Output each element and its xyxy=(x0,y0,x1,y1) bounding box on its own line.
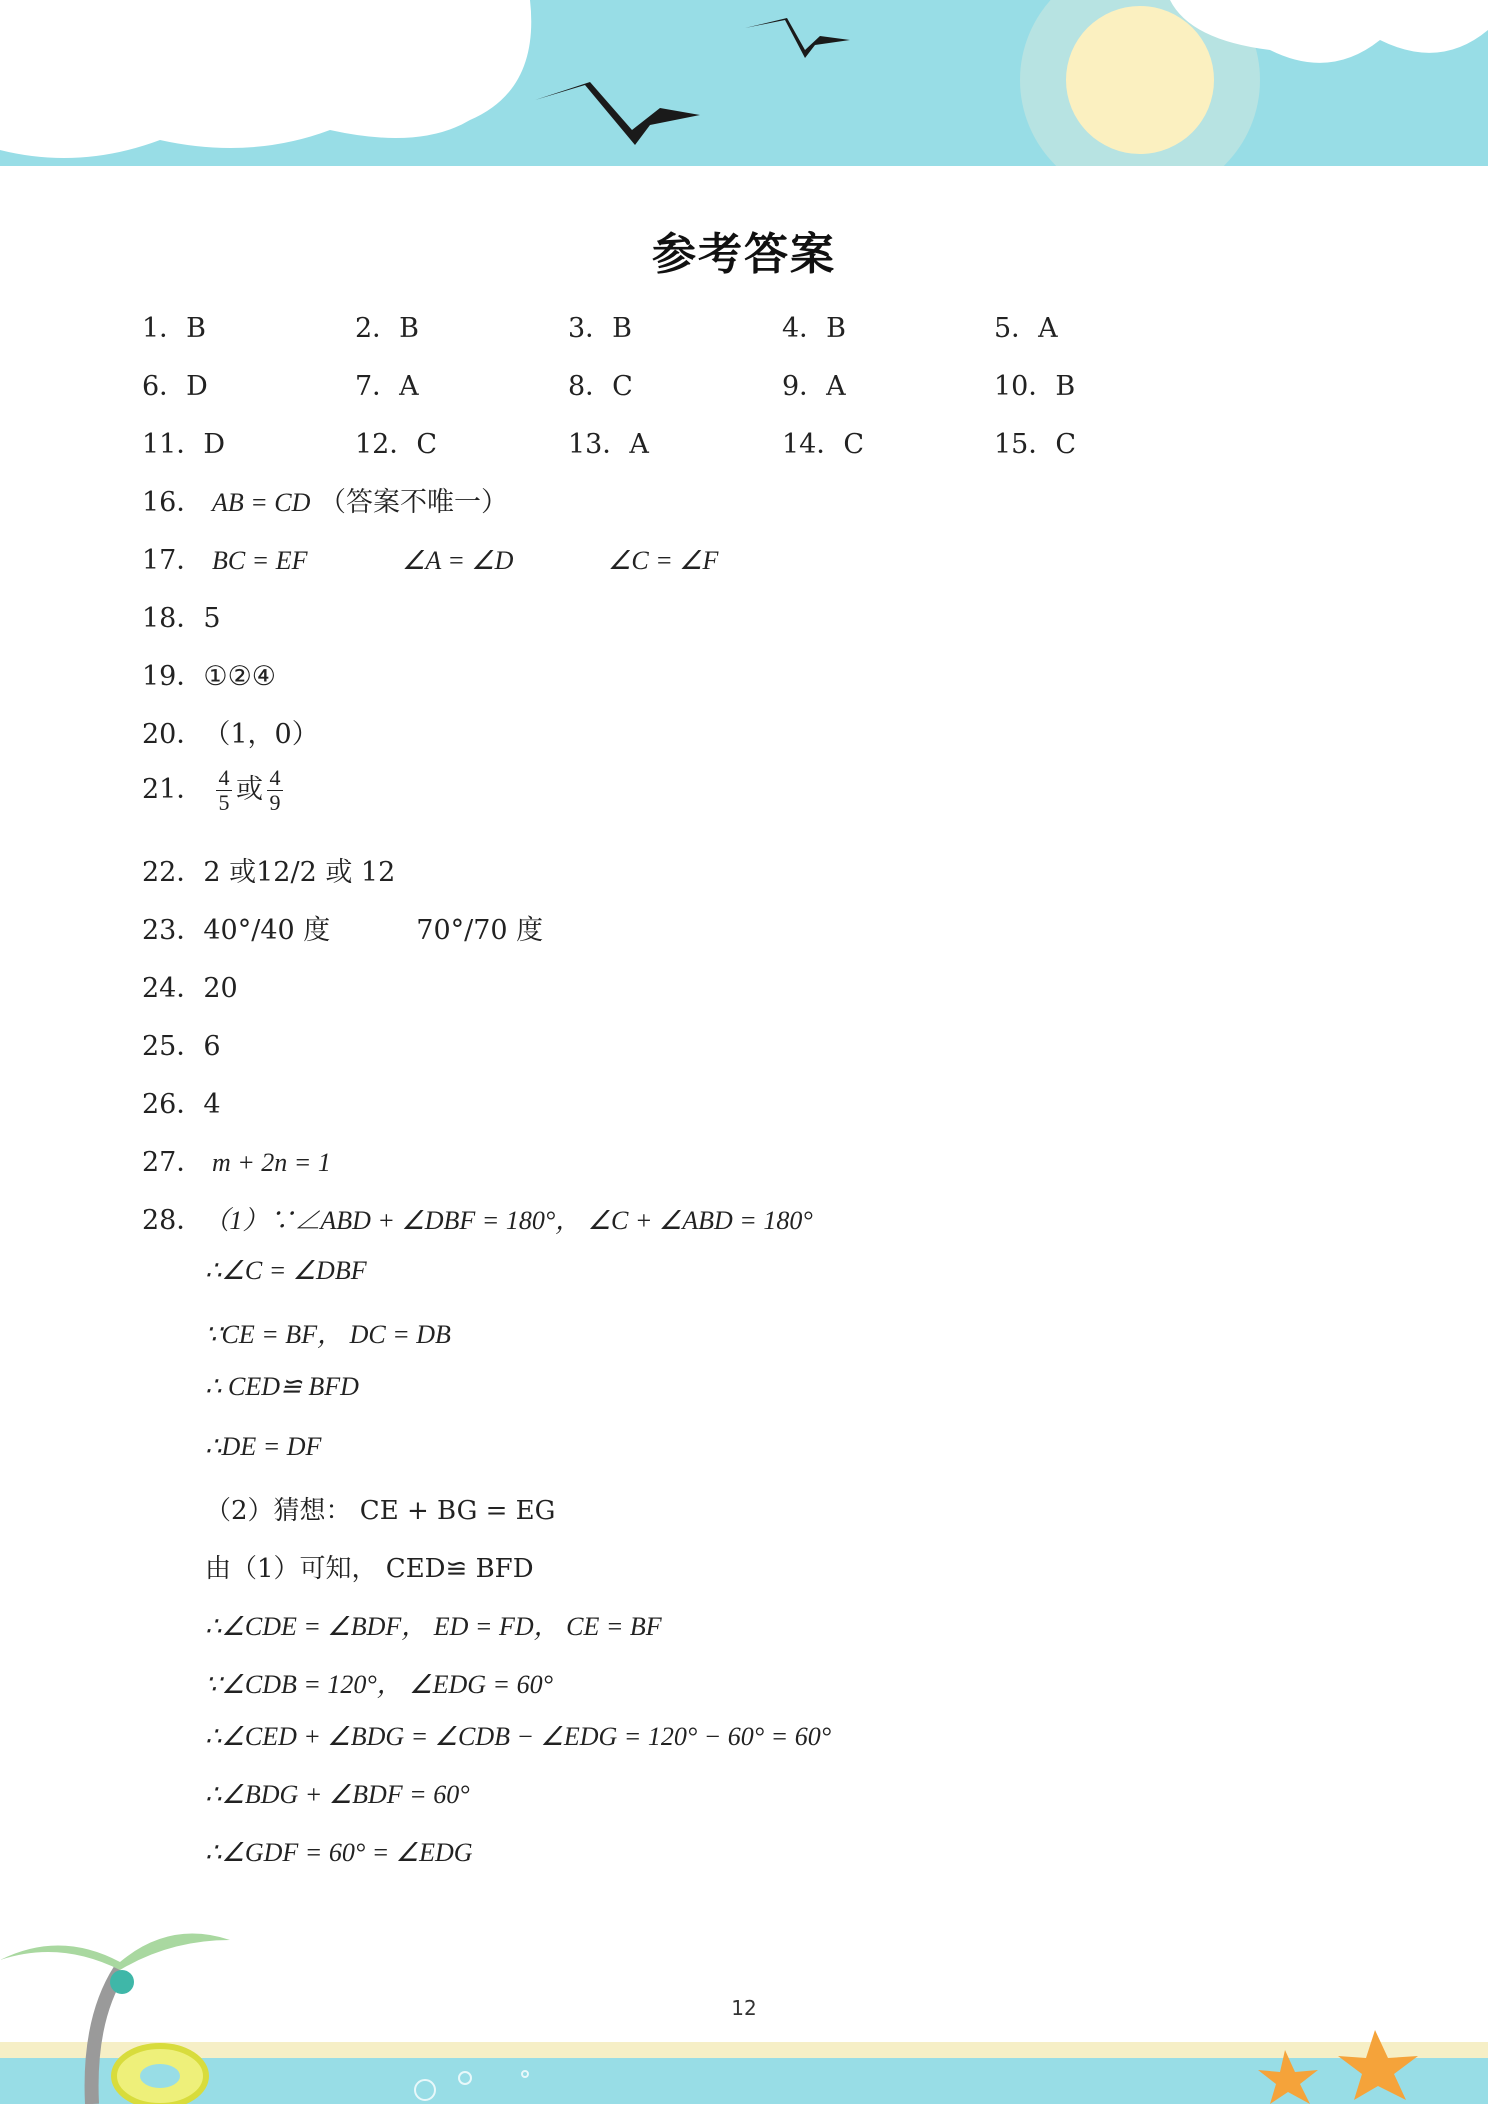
mc-answer: 6．D xyxy=(142,371,208,402)
mc-answer: 1．B xyxy=(142,313,207,344)
footer-beach-illustration xyxy=(0,1900,1488,2104)
question-number: 22． xyxy=(142,857,204,888)
mc-answer: 2．B xyxy=(355,313,420,344)
question-number: 28． xyxy=(142,1205,204,1236)
solution-line: 由（1）可知， CED≌ BFD xyxy=(205,1554,534,1584)
page-number: 12 xyxy=(731,1996,757,2020)
mc-answer: 5．A xyxy=(994,313,1058,344)
answer-text: （1，0） xyxy=(203,719,319,750)
answer-text: 6 xyxy=(203,1031,221,1062)
question-number: 19． xyxy=(142,661,204,692)
solution-line: （2）猜想： CE + BG = EG xyxy=(205,1496,556,1526)
sand-strip xyxy=(0,2042,1488,2058)
question-number: 27． xyxy=(142,1147,204,1178)
answer-math: m + 2n = 1 xyxy=(211,1148,331,1177)
answer-text: 4 xyxy=(203,1089,221,1120)
coconut-icon xyxy=(110,1970,134,1994)
solution-line: ∴∠BDG + ∠BDF = 60° xyxy=(205,1780,470,1809)
answer-27 xyxy=(142,1140,331,1179)
fraction xyxy=(216,766,232,815)
denominator: 5 xyxy=(218,790,230,815)
answer-text: 70°/70 度 xyxy=(416,915,544,946)
mc-answer: 3．B xyxy=(568,313,633,344)
answer-math: ∠C = ∠F xyxy=(608,546,719,575)
answer-25 xyxy=(142,1024,221,1063)
answer-19 xyxy=(142,654,276,693)
answer-note: （答案不唯一） xyxy=(318,487,508,518)
numerator: 4 xyxy=(269,765,281,790)
denominator: 9 xyxy=(269,790,281,815)
answer-21 xyxy=(142,766,287,815)
answer-22 xyxy=(142,850,395,889)
mc-answer: 8．C xyxy=(568,371,633,402)
answer-text: 2 或12/2 或 12 xyxy=(203,857,396,888)
mc-answer: 7．A xyxy=(355,371,419,402)
answer-math: BC = EF xyxy=(211,546,308,575)
fraction xyxy=(267,766,283,815)
question-number: 21． xyxy=(142,774,204,805)
question-number: 25． xyxy=(142,1031,204,1062)
question-number: 17． xyxy=(142,545,204,576)
answer-20 xyxy=(142,712,319,751)
answer-26 xyxy=(142,1082,221,1121)
page-title: 参考答案 xyxy=(652,229,836,280)
solution-line: ∵CE = BF， DC = DB xyxy=(205,1320,451,1349)
solution-line: ∴∠CED + ∠BDG = ∠CDB − ∠EDG = 120° − 60° = 60° xyxy=(205,1722,832,1751)
mc-answer: 14．C xyxy=(782,429,865,460)
answer-text: 5 xyxy=(203,603,221,634)
answer-text: ①②④ xyxy=(203,661,276,692)
answer-text: 或 xyxy=(235,774,263,805)
answer-28 xyxy=(142,1198,813,1237)
palm-leaves-icon xyxy=(0,1934,230,1970)
solution-line: ∵∠CDB = 120°， ∠EDG = 60° xyxy=(205,1670,553,1699)
question-number: 24． xyxy=(142,973,204,1004)
answer-math: ∠A = ∠D xyxy=(402,546,514,575)
answer-16 xyxy=(142,480,508,519)
answer-24 xyxy=(142,966,238,1005)
header-sky-illustration xyxy=(0,0,1488,166)
question-number: 23． xyxy=(142,915,204,946)
question-number: 16． xyxy=(142,487,204,518)
solution-line: ∴∠GDF = 60° = ∠EDG xyxy=(205,1838,473,1867)
mc-answer: 11．D xyxy=(142,429,226,460)
mc-answer: 15．C xyxy=(994,429,1077,460)
mc-answer: 9．A xyxy=(782,371,846,402)
answer-text: 20 xyxy=(203,973,238,1004)
sun-icon xyxy=(1066,6,1214,154)
solution-line: ∴∠CDE = ∠BDF， ED = FD， CE = BF xyxy=(205,1612,662,1641)
answer-text: 40°/40 度 xyxy=(203,915,331,946)
solution-line: ∴∠C = ∠DBF xyxy=(205,1256,367,1285)
question-number: 20． xyxy=(142,719,204,750)
question-number: 18． xyxy=(142,603,204,634)
mc-answer: 4．B xyxy=(782,313,847,344)
mc-answer: 13．A xyxy=(568,429,649,460)
answer-math: AB = CD xyxy=(211,488,311,517)
mc-answer: 12．C xyxy=(355,429,438,460)
question-number: 26． xyxy=(142,1089,204,1120)
answer-17 xyxy=(142,538,718,577)
sea-strip xyxy=(0,2058,1488,2104)
numerator: 4 xyxy=(218,765,230,790)
solution-line: （1）∵∠ABD + ∠DBF = 180°， ∠C + ∠ABD = 180° xyxy=(203,1206,813,1235)
answer-23 xyxy=(142,908,543,947)
mc-answer: 10．B xyxy=(994,371,1076,402)
solution-line: ∴DE = DF xyxy=(205,1432,322,1461)
answer-18 xyxy=(142,596,221,635)
solution-line: ∴ CED≌ BFD xyxy=(205,1372,359,1401)
